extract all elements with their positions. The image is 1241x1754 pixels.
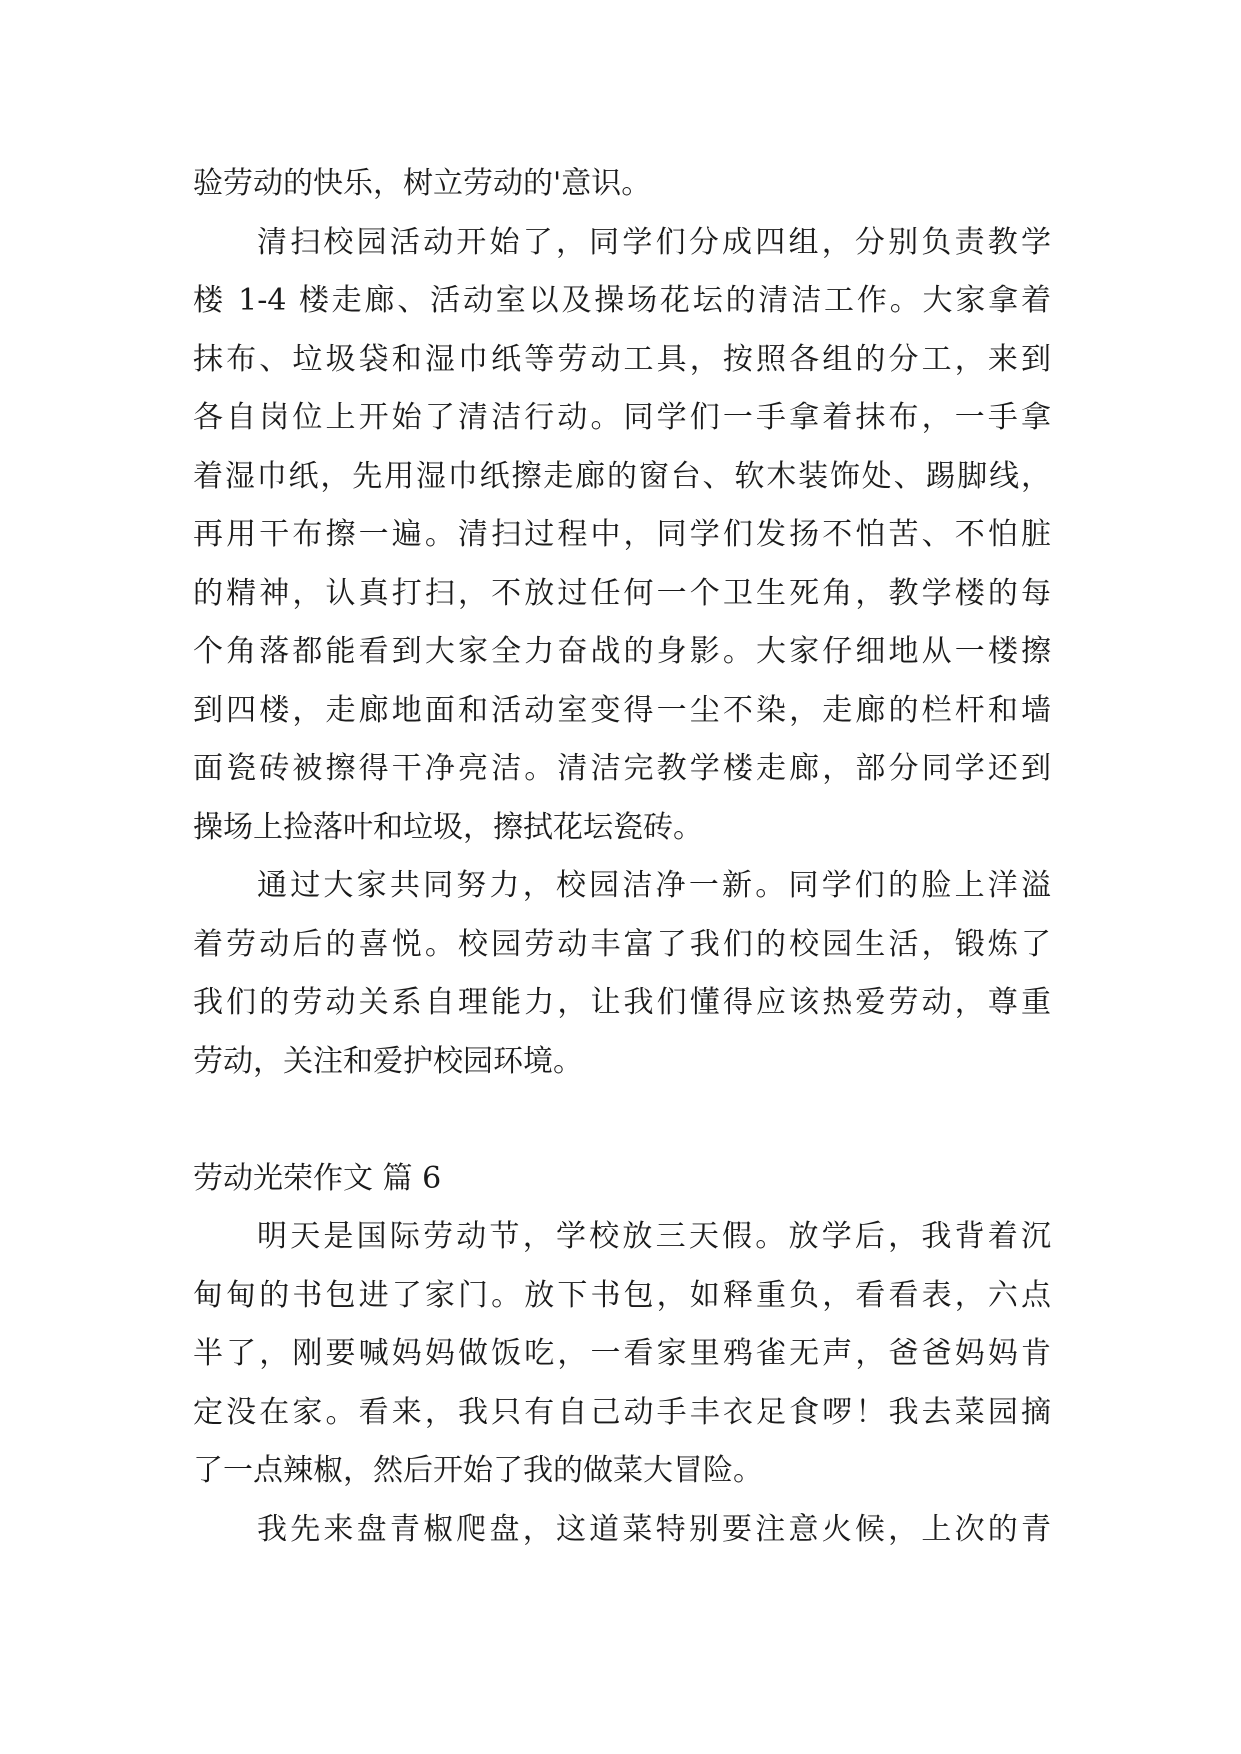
paragraph-result [193,857,1051,1091]
section-heading: 劳动光荣作文 篇 6 [193,1160,442,1196]
text-line: 了一点辣椒，然后开始了我的做菜大冒险。 [193,1453,763,1488]
text-line: 甸甸的书包进了家门。放下书包，如释重负，看看表，六点 [193,1277,1051,1313]
text-line: 到四楼，走廊地面和活动室变得一尘不染，走廊的栏杆和墙 [193,692,1051,728]
text-line: 清扫校园活动开始了，同学们分成四组，分别负责教学 [257,224,1051,260]
text-line: 的精神，认真打扫，不放过任何一个卫生死角，教学楼的每 [193,575,1051,611]
text-line: 个角落都能看到大家全力奋战的身影。大家仔细地从一楼擦 [193,634,1051,669]
text-line: 各自岗位上开始了清洁行动。同学们一手拿着抹布，一手拿 [193,400,1051,435]
text-line: 我先来盘青椒爬盘，这道菜特别要注意火候，上次的青 [257,1511,1051,1547]
document-page [193,155,1051,1559]
text-line: 着劳动后的喜悦。校园劳动丰富了我们的校园生活，锻炼了 [193,926,1051,962]
paragraph-cooking [193,1501,1051,1560]
text-line: 验劳动的快乐，树立劳动的'意识。 [193,166,652,201]
text-line: 通过大家共同努力，校园洁净一新。同学们的脸上洋溢 [257,868,1051,903]
text-line: 我们的劳动关系自理能力，让我们懂得应该热爱劳动，尊重 [193,985,1051,1020]
text-line: 半了，刚要喊妈妈做饭吃，一看家里鸦雀无声，爸爸妈妈肯 [193,1336,1051,1371]
text-line: 楼 1-4 楼走廊、活动室以及操场花坛的清洁工作。大家拿着 [193,283,1051,318]
section-spacer [193,1091,1051,1150]
text-line: 面瓷砖被擦得干净亮洁。清洁完教学楼走廊，部分同学还到 [193,751,1051,786]
paragraph-intro-end [193,155,1051,214]
text-line: 着湿巾纸，先用湿巾纸擦走廊的窗台、软木装饰处、踢脚线， [193,458,1051,494]
paragraph-holiday [193,1208,1051,1501]
paragraph-cleanup [193,214,1051,858]
text-line: 抹布、垃圾袋和湿巾纸等劳动工具，按照各组的分工，来到 [193,341,1051,377]
text-line: 再用干布擦一遍。清扫过程中，同学们发扬不怕苦、不怕脏 [193,517,1051,552]
text-line: 劳动，关注和爱护校园环境。 [193,1043,583,1079]
text-line: 操场上捡落叶和垃圾，擦拭花坛瓷砖。 [193,809,703,845]
text-line: 定没在家。看来，我只有自己动手丰衣足食啰！我去菜园摘 [193,1394,1051,1430]
text-line: 明天是国际劳动节，学校放三天假。放学后，我背着沉 [257,1219,1051,1254]
